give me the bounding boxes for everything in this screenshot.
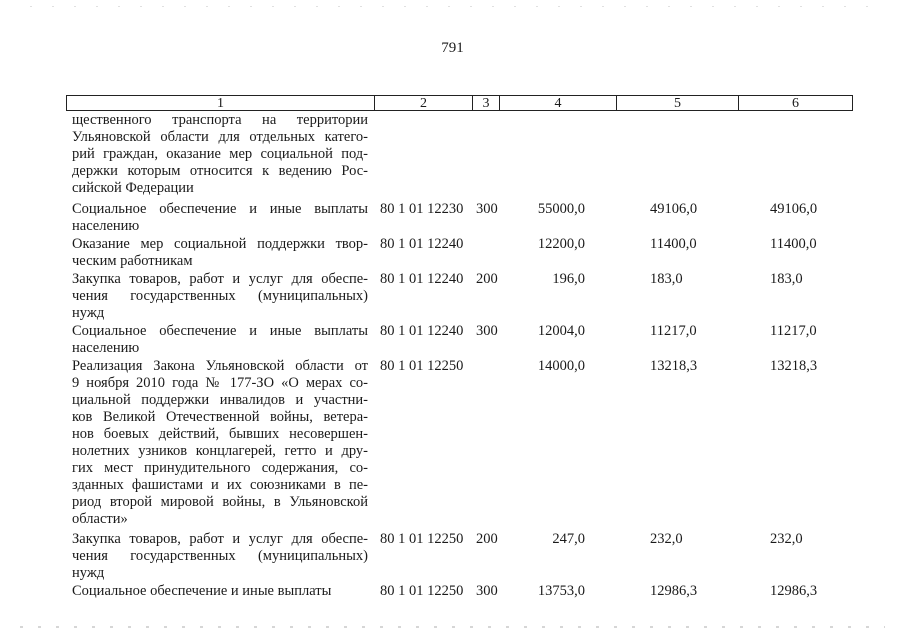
row-expense-type: 200 (476, 531, 498, 547)
description-line: сийской Федерации (72, 180, 194, 196)
description-line: нолетних узников концлагерей, гетто и дру- (72, 443, 368, 459)
description-line: нужд (72, 565, 105, 581)
description-line: зданных фашистами и их союзниками в пе- (72, 477, 368, 493)
row-expense-type: 200 (476, 271, 498, 287)
row-code: 80 1 01 12240 (380, 323, 464, 339)
description-line: держки которым относится к ведению Рос- (72, 163, 368, 179)
row-value-col4: 14000,0 (537, 358, 585, 374)
description-line: чения государственных (муниципальных) (72, 548, 368, 564)
description-line: ческим работникам (72, 253, 193, 269)
row-value-col4: 55000,0 (537, 201, 585, 217)
row-description (72, 531, 368, 582)
row-value-col5: 11400,0 (650, 236, 697, 252)
row-expense-type: 300 (476, 323, 498, 339)
header-col-3: 3 (472, 96, 499, 110)
row-value-col6: 12986,3 (770, 583, 818, 599)
row-value-col6: 11400,0 (770, 236, 817, 252)
header-col-5: 5 (616, 96, 738, 110)
description-line: 9 ноября 2010 года № 177-ЗО «О мерах со- (72, 375, 368, 391)
row-value-col5: 49106,0 (650, 201, 698, 217)
description-line: чения государственных (муниципальных) (72, 288, 368, 304)
row-description (72, 271, 368, 322)
row-value-col6: 232,0 (770, 531, 803, 547)
description-line: Закупка товаров, работ и услуг для обеспе- (72, 531, 368, 547)
row-value-col4: 12004,0 (537, 323, 585, 339)
description-line: нужд (72, 305, 105, 321)
row-code: 80 1 01 12230 (380, 201, 464, 217)
description-line: населению (72, 218, 140, 234)
row-description (72, 112, 368, 197)
row-description (72, 201, 368, 235)
scan-artifact-bottom (20, 626, 885, 628)
row-code: 80 1 01 12240 (380, 271, 464, 287)
row-value-col4: 196,0 (552, 271, 585, 287)
description-line: населению (72, 340, 140, 356)
row-value-col4: 13753,0 (537, 583, 585, 599)
page-number: 791 (441, 40, 464, 56)
row-value-col6: 183,0 (770, 271, 803, 287)
description-line: риод второй мировой войны, в Ульяновской (72, 494, 368, 510)
row-code: 80 1 01 12250 (380, 583, 464, 599)
row-description (72, 358, 368, 528)
row-expense-type: 300 (476, 201, 498, 217)
row-description (72, 323, 368, 357)
description-line: Закупка товаров, работ и услуг для обеспе- (72, 271, 368, 287)
description-line: рий граждан, оказание мер социальной под- (72, 146, 368, 162)
row-value-col5: 12986,3 (650, 583, 698, 599)
row-description (72, 236, 368, 270)
description-line: Социальное обеспечение и иные выплаты (72, 201, 368, 217)
row-value-col6: 11217,0 (770, 323, 817, 339)
row-description (72, 583, 368, 600)
row-value-col5: 232,0 (650, 531, 683, 547)
row-value-col5: 13218,3 (650, 358, 698, 374)
description-line: ков Великой Отечественной войны, ветера- (72, 409, 368, 425)
row-expense-type: 300 (476, 583, 498, 599)
header-col-6: 6 (738, 96, 852, 110)
row-code: 80 1 01 12250 (380, 358, 464, 374)
description-line: Реализация Закона Ульяновской области от (72, 358, 368, 374)
row-value-col4: 247,0 (552, 531, 585, 547)
row-value-col4: 12200,0 (537, 236, 585, 252)
description-line: нов боевых действий, бывших несовершен- (72, 426, 368, 442)
row-code: 80 1 01 12250 (380, 531, 464, 547)
header-col-4: 4 (499, 96, 616, 110)
description-line: Ульяновской области для отдельных катего- (72, 129, 368, 145)
description-line: Социальное обеспечение и иные выплаты (72, 583, 332, 599)
description-line: Оказание мер социальной поддержки твор- (72, 236, 368, 252)
description-line: области» (72, 511, 128, 527)
row-value-col5: 11217,0 (650, 323, 697, 339)
scan-artifact-top (30, 6, 875, 7)
row-value-col5: 183,0 (650, 271, 683, 287)
header-col-1: 1 (217, 96, 224, 111)
row-code: 80 1 01 12240 (380, 236, 464, 252)
description-line: щественного транспорта на территории (72, 112, 368, 128)
description-line: гих мест принудительного содержания, со- (72, 460, 368, 476)
row-value-col6: 13218,3 (770, 358, 818, 374)
header-col-2: 2 (374, 96, 472, 110)
description-line: Социальное обеспечение и иные выплаты (72, 323, 368, 339)
description-line: циальной поддержки инвалидов и участни- (72, 392, 368, 408)
table-header (66, 95, 853, 111)
row-value-col6: 49106,0 (770, 201, 818, 217)
